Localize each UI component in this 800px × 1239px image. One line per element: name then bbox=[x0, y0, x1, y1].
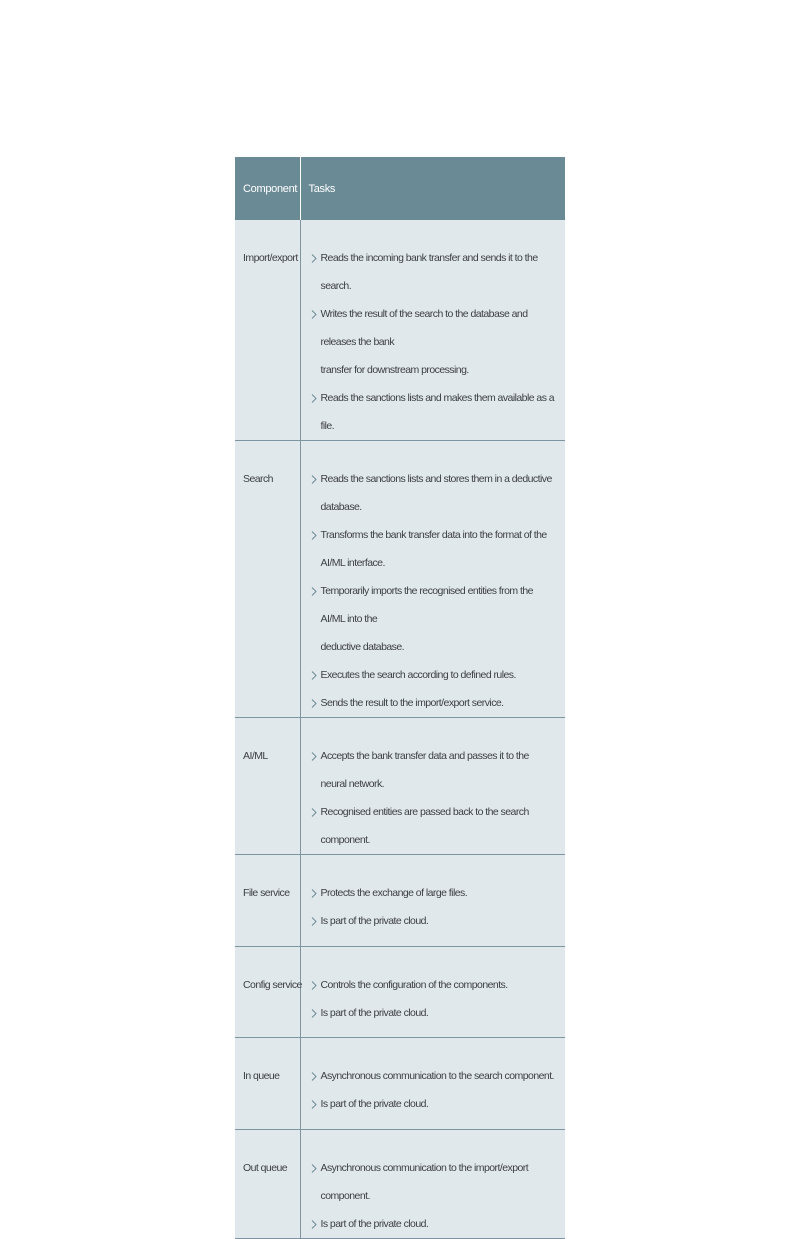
chevron-right-icon bbox=[311, 1210, 319, 1238]
task-text: Protects the exchange of large files. bbox=[320, 887, 468, 899]
chevron-right-icon bbox=[311, 661, 319, 689]
component-cell: Import/export bbox=[235, 220, 300, 441]
table-row bbox=[235, 1130, 565, 1239]
task-text: transfer for downstream processing. bbox=[320, 364, 469, 376]
task-text: Sends the result to the import/export service. bbox=[320, 697, 504, 709]
component-cell: In queue bbox=[235, 1038, 300, 1130]
table-header bbox=[235, 157, 565, 220]
task-text: Is part of the private cloud. bbox=[320, 1098, 429, 1110]
chevron-right-icon bbox=[311, 521, 319, 549]
tasks-cell bbox=[300, 855, 565, 947]
task-item bbox=[311, 689, 558, 717]
header-tasks: Tasks bbox=[300, 157, 565, 220]
task-list bbox=[311, 971, 558, 1027]
tasks-cell bbox=[300, 718, 565, 855]
component-tasks-table bbox=[235, 157, 565, 1239]
task-text: Reads the sanctions lists and makes them available as a file. bbox=[320, 392, 555, 432]
task-text: Reads the incoming bank transfer and sends it to the search. bbox=[320, 252, 538, 292]
table-row bbox=[235, 947, 565, 1038]
chevron-right-icon bbox=[311, 577, 319, 605]
tasks-cell bbox=[300, 947, 565, 1038]
chevron-right-icon bbox=[311, 1062, 319, 1090]
tasks-cell bbox=[300, 220, 565, 441]
task-text: Reads the sanctions lists and stores them in a deductive database. bbox=[320, 473, 552, 513]
task-item bbox=[311, 244, 558, 300]
table-row bbox=[235, 855, 565, 947]
task-item bbox=[311, 465, 558, 521]
table-row bbox=[235, 718, 565, 855]
task-list bbox=[311, 465, 558, 717]
table-header-row bbox=[235, 157, 565, 220]
table-row bbox=[235, 441, 565, 718]
tasks-cell bbox=[300, 441, 565, 718]
task-list bbox=[311, 1154, 558, 1238]
task-item bbox=[311, 1062, 558, 1090]
task-text: Asynchronous communication to the search component. bbox=[320, 1070, 554, 1082]
task-item bbox=[311, 1154, 558, 1210]
task-text: Executes the search according to defined rules. bbox=[320, 669, 516, 681]
task-text: Recognised entities are passed back to the search component. bbox=[320, 806, 529, 846]
chevron-right-icon bbox=[311, 907, 319, 935]
task-item bbox=[311, 661, 558, 689]
chevron-right-icon bbox=[311, 300, 319, 328]
chevron-right-icon bbox=[311, 244, 319, 272]
task-text: Is part of the private cloud. bbox=[320, 1007, 429, 1019]
header-component: Component bbox=[235, 157, 300, 220]
task-item-continuation bbox=[311, 356, 558, 384]
component-cell: Search bbox=[235, 441, 300, 718]
chevron-right-icon bbox=[311, 879, 319, 907]
task-text: Writes the result of the search to the database and releases the bank bbox=[320, 308, 528, 348]
table-row bbox=[235, 220, 565, 441]
task-list bbox=[311, 244, 558, 440]
task-text: Asynchronous communication to the import/export component. bbox=[320, 1162, 529, 1202]
task-text: Transforms the bank transfer data into the format of the AI/ML interface. bbox=[320, 529, 547, 569]
component-cell: File service bbox=[235, 855, 300, 947]
task-item bbox=[311, 971, 558, 999]
task-text: Accepts the bank transfer data and passes it to the neural network. bbox=[320, 750, 529, 790]
component-cell: Out queue bbox=[235, 1130, 300, 1239]
task-item bbox=[311, 907, 558, 935]
task-text: Is part of the private cloud. bbox=[320, 915, 429, 927]
chevron-right-icon bbox=[311, 1090, 319, 1118]
task-item bbox=[311, 300, 558, 356]
task-item-continuation bbox=[311, 633, 558, 661]
tasks-cell bbox=[300, 1130, 565, 1239]
tasks-cell bbox=[300, 1038, 565, 1130]
component-cell: Config service bbox=[235, 947, 300, 1038]
chevron-right-icon bbox=[311, 798, 319, 826]
task-item bbox=[311, 742, 558, 798]
task-text: Temporarily imports the recognised entities from the AI/ML into the bbox=[320, 585, 533, 625]
task-item bbox=[311, 1090, 558, 1118]
chevron-right-icon bbox=[311, 971, 319, 999]
chevron-right-icon bbox=[311, 465, 319, 493]
table-row bbox=[235, 1038, 565, 1130]
task-item bbox=[311, 577, 558, 633]
task-item bbox=[311, 798, 558, 854]
chevron-right-icon bbox=[311, 384, 319, 412]
chevron-right-icon bbox=[311, 999, 319, 1027]
task-text: Is part of the private cloud. bbox=[320, 1218, 429, 1230]
task-item bbox=[311, 879, 558, 907]
task-item bbox=[311, 999, 558, 1027]
task-item bbox=[311, 1210, 558, 1238]
task-list bbox=[311, 879, 558, 935]
task-item bbox=[311, 384, 558, 440]
table-body bbox=[235, 220, 565, 1239]
component-cell: AI/ML bbox=[235, 718, 300, 855]
task-item bbox=[311, 521, 558, 577]
task-text: deductive database. bbox=[320, 641, 405, 653]
chevron-right-icon bbox=[311, 1154, 319, 1182]
task-list bbox=[311, 1062, 558, 1118]
chevron-right-icon bbox=[311, 689, 319, 717]
chevron-right-icon bbox=[311, 742, 319, 770]
task-list bbox=[311, 742, 558, 854]
task-text: Controls the configuration of the components. bbox=[320, 979, 508, 991]
